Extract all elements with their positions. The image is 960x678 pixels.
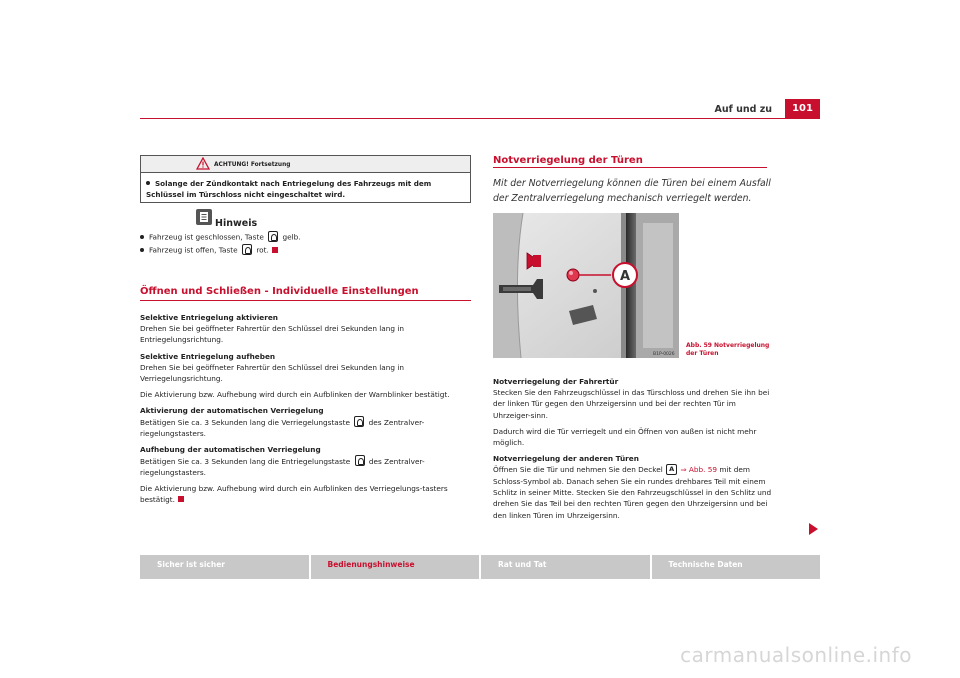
paragraph xyxy=(140,483,471,505)
warning-text xyxy=(146,178,468,200)
paragraph-text: Die Aktivierung bzw. Aufhebung wird durch ein Aufblinken des Verriegelungs-tasters bestätigt. xyxy=(140,484,448,505)
left-section-rule xyxy=(140,300,471,301)
callout-a-badge: A xyxy=(666,464,677,475)
paragraph xyxy=(140,456,471,479)
figure-callout-a: A xyxy=(619,269,631,284)
running-header-title: Auf und zu xyxy=(714,104,772,115)
subheading: Notverriegelung der Fahrertür xyxy=(493,377,619,386)
footer-tab-sicher-ist-sicher[interactable]: Sicher ist sicher xyxy=(140,555,309,579)
subheading: Aufhebung der automatischen Verriegelung xyxy=(140,445,321,455)
subheading: Selektive Entriegelung aufheben xyxy=(140,351,276,361)
header-rule xyxy=(140,118,820,119)
note-line-1 xyxy=(140,232,301,243)
note-line-2 xyxy=(140,245,278,256)
paragraph: Dadurch wird die Tür verriegelt und ein Öffnen von außen ist nicht mehr möglich. xyxy=(493,426,757,448)
left-section-heading: Öffnen und Schließen - Individuelle Einstellungen xyxy=(140,286,419,297)
paragraph: Stecken Sie den Fahrzeugschlüssel in das Türschloss und drehen Sie ihn bei der linken Tür gegen den Uhrzeigersinn und bei der rechten Tür im Uhrzeiger-sinn. xyxy=(493,388,770,420)
warning-text-content: Solange der Zündkontakt nach Entriegelung des Fahrzeugs mit dem Schlüssel im Türschloss nicht eingeschaltet wird. xyxy=(146,179,432,199)
note-heading: Hinweis xyxy=(215,218,258,229)
bullet-icon xyxy=(140,235,144,239)
section-end-icon xyxy=(178,496,184,502)
unlock-key-icon xyxy=(355,455,365,466)
right-column-text xyxy=(493,376,773,521)
door-lock-illustration xyxy=(493,213,679,358)
note-line-1-suffix: gelb. xyxy=(282,232,301,242)
warning-label: ACHTUNG! Fortsetzung xyxy=(214,160,291,168)
footer-tab-technische-daten[interactable]: Technische Daten xyxy=(652,555,821,579)
right-section-rule xyxy=(493,167,767,168)
figure-caption: Abb. 59 Notverriegelung der Türen xyxy=(686,342,770,357)
note-icon xyxy=(196,209,212,225)
next-page-arrow-icon[interactable] xyxy=(809,523,818,535)
lock-key-icon xyxy=(354,416,364,427)
paragraph xyxy=(140,417,471,440)
paragraph: Die Aktivierung bzw. Aufhebung wird durch ein Aufblinken der Warnblinker bestätigt. xyxy=(140,390,450,400)
figure-code: B1P-0026 xyxy=(653,352,675,357)
paragraph-text: Betätigen Sie ca. 3 Sekunden lang die Entriegelungstaste xyxy=(140,456,351,466)
right-section-heading: Notverriegelung der Türen xyxy=(493,155,643,166)
warning-triangle-icon xyxy=(196,157,210,170)
subheading: Aktivierung der automatischen Verriegelung xyxy=(140,406,324,416)
warning-box xyxy=(140,155,471,203)
bullet-icon xyxy=(140,248,144,252)
note-line-1-prefix: Fahrzeug ist geschlossen, Taste xyxy=(149,232,264,242)
note-line-2-suffix: rot. xyxy=(256,245,269,255)
section-intro: Mit der Notverriegelung können die Türen bei einem Ausfall der Zentralverriegelung mechanisch verriegelt werden. xyxy=(493,178,771,204)
bullet-icon xyxy=(146,181,150,185)
lock-key-icon xyxy=(268,231,278,242)
paragraph: Drehen Sie bei geöffneter Fahrertür den Schlüssel drei Sekunden lang in Verriegelungsrichtung. xyxy=(140,362,404,384)
paragraph: Drehen Sie bei geöffneter Fahrertür den Schlüssel drei Sekunden lang in Entriegelungsrichtung. xyxy=(140,324,404,345)
note-line-2-prefix: Fahrzeug ist offen, Taste xyxy=(149,245,238,255)
paragraph-text: des Zentralver-riegelungstasters. xyxy=(140,456,425,478)
footer-tab-rat-und-tat[interactable]: Rat und Tat xyxy=(481,555,650,579)
paragraph xyxy=(493,464,773,520)
footer-nav xyxy=(140,555,820,579)
footer-tab-bedienungshinweise[interactable]: Bedienungshinweise xyxy=(311,555,480,579)
left-column-text xyxy=(140,312,471,506)
section-end-icon xyxy=(272,247,278,253)
figure-reference-link[interactable]: ⇒ Abb. 59 xyxy=(680,465,718,475)
paragraph-text: Öffnen Sie die Tür und nehmen Sie den Deckel xyxy=(493,465,663,475)
paragraph-text: Betätigen Sie ca. 3 Sekunden lang die Verriegelungstaste xyxy=(140,417,350,427)
unlock-key-icon xyxy=(242,244,252,255)
watermark: carmanualsonline.info xyxy=(680,643,912,667)
subheading: Notverriegelung der anderen Türen xyxy=(493,454,639,464)
subheading: Selektive Entriegelung aktivieren xyxy=(140,313,278,322)
warning-header xyxy=(141,156,470,173)
paragraph-text: des Zentralver-riegelungstasters. xyxy=(140,417,425,439)
paragraph-text: mit dem Schloss-Symbol ab. Danach sehen Sie ein rundes drehbares Teil mit einem Schlitz in seiner Mitte. Stecken Sie den Fahrzeugschlüssel in den Schlitz und drehen Sie das Teil bei den rechten Türen gegen den Uhrzeigersinn und bei den linken Türen im Uhrzeigersinn. xyxy=(493,465,772,520)
page-number: 101 xyxy=(785,99,820,119)
